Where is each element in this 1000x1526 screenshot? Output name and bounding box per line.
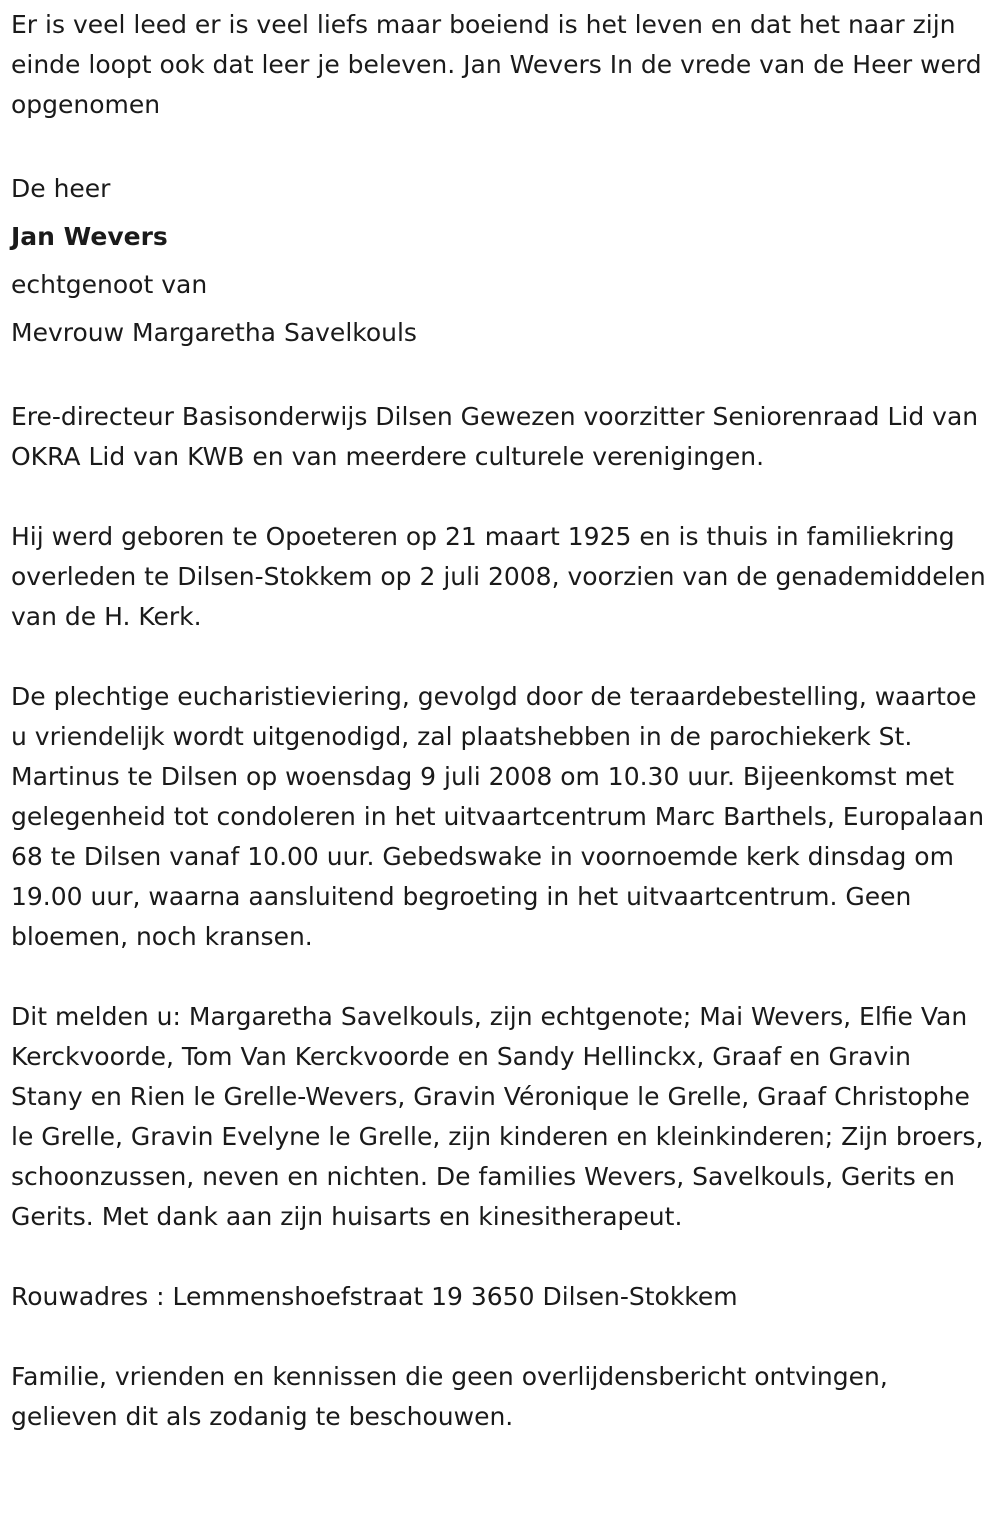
family-paragraph: Dit melden u: Margaretha Savelkouls, zijn echtgenote; Mai Wevers, Elfie Van Kerckvoorde, Tom Van Kerckvoorde en Sandy Hellinckx, Graaf en Gravin Stany en Rien le Grelle-Wevers, Gravin Véronique le Grelle, Graaf Christophe le Grelle, Gravin Evelyne le Grelle, zijn kinderen en kleinkinderen; Zijn broers, schoonzussen, neven en nichten. De families Wevers, Savelkouls, Gerits en Gerits. Met dank aan zijn huisarts en kinesitherapeut. — [11, 1002, 984, 1231]
ceremony-paragraph: De plechtige eucharistieviering, gevolgd door de teraardebestelling, waartoe u vriendelijk wordt uitgenodigd, zal plaatshebben in de parochiekerk St. Martinus te Dilsen op woensdag 9 juli 2008 om 10.30 uur. Bijeenkomst met gelegenheid tot condoleren in het uitvaartcentrum Marc Barthels, Europalaan 68 te Dilsen vanaf 10.00 uur. Gebedswake in voornoemde kerk dinsdag om 19.00 uur, waarna aansluitend begroeting in het uitvaartcentrum. Geen bloemen, noch kransen. — [11, 682, 985, 951]
spacer — [11, 1317, 990, 1357]
intro-paragraph: Er is veel leed er is veel liefs maar boeiend is het leven en dat het naar zijn einde loopt ook dat leer je beleven. Jan Wevers In de vrede van de Heer werd opgenomen — [11, 10, 982, 119]
titles-paragraph: Ere-directeur Basisonderwijs Dilsen Gewezen voorzitter Seniorenraad Lid van OKRA Lid van KWB en van meerdere culturele verenigingen. — [11, 402, 979, 471]
relation-text: echtgenoot van — [11, 270, 208, 299]
spouse-name: Mevrouw Margaretha Savelkouls — [11, 318, 417, 347]
spacer — [11, 477, 990, 517]
closing-paragraph: Familie, vrienden en kennissen die geen overlijdensbericht ontvingen, gelieven dit als zodanig te beschouwen. — [11, 1362, 888, 1431]
spacer — [11, 125, 990, 165]
deceased-name: Jan Wevers — [11, 222, 168, 251]
spacer — [11, 957, 990, 997]
spacer — [11, 357, 990, 397]
salutation: De heer — [11, 174, 111, 203]
address-paragraph: Rouwadres : Lemmenshoefstraat 19 3650 Dilsen-Stokkem — [11, 1282, 738, 1311]
spacer — [11, 1237, 990, 1277]
birth-death-paragraph: Hij werd geboren te Opoeteren op 21 maart 1925 en is thuis in familiekring overleden te Dilsen-Stokkem op 2 juli 2008, voorzien van de genademiddelen van de H. Kerk. — [11, 522, 986, 631]
spacer — [11, 637, 990, 677]
